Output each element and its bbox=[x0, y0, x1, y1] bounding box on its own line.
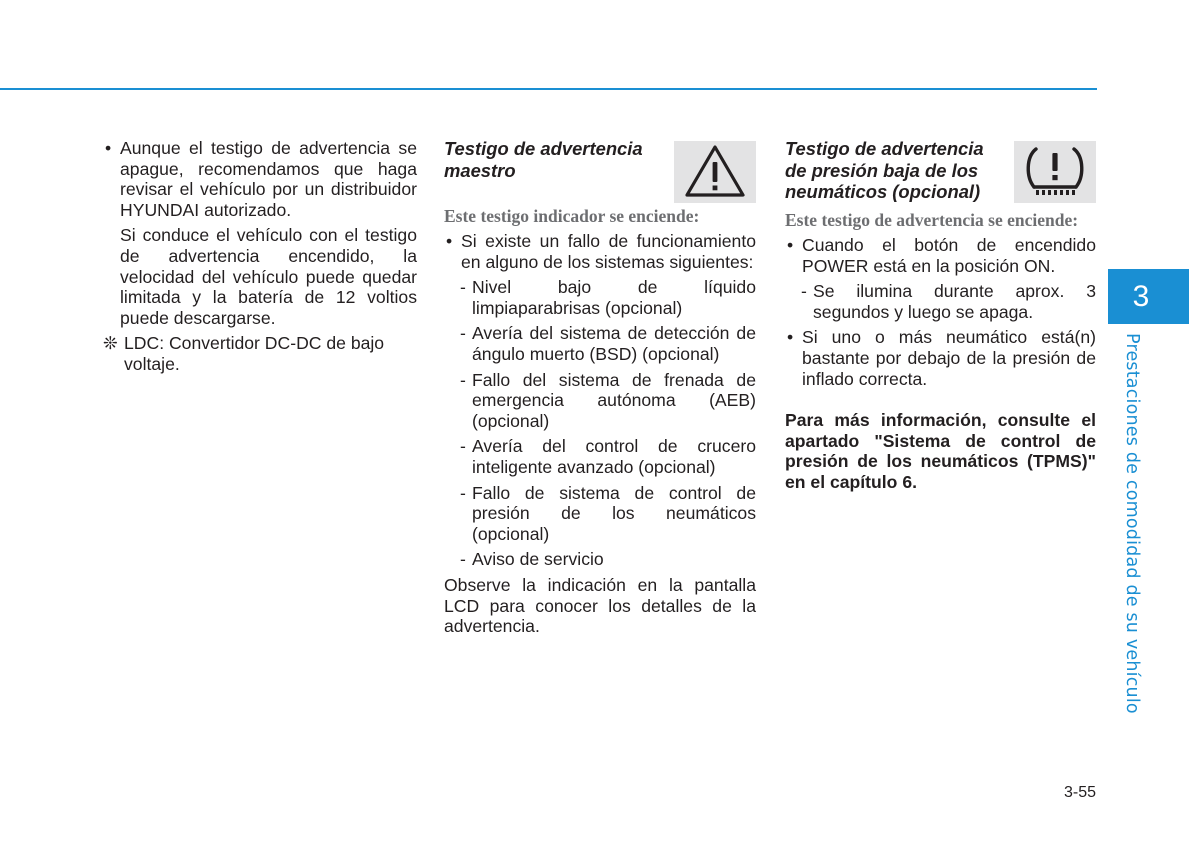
top-rule bbox=[0, 88, 1097, 90]
bullet-item: • Si existe un fallo de funcionamiento en alguno de los sistemas siguientes: bbox=[444, 231, 756, 272]
list-item: - Fallo de sistema de control de presión de los neumáticos (opcional) bbox=[444, 483, 756, 545]
info-paragraph: Para más información, consulte el apartado "Sistema de control de presión de los neumáticos (TPMS)" en el capítulo 6. bbox=[785, 410, 1096, 492]
list-item: - Fallo del sistema de frenada de emergencia autónoma (AEB) (opcional) bbox=[444, 370, 756, 432]
bullet-item: • Aunque el testigo de advertencia se apague, recomendamos que haga revisar el vehículo por un distribuidor HYUNDAI autorizado. bbox=[103, 138, 417, 220]
list-item: - Se ilumina durante aprox. 3 segundos y luego se apaga. bbox=[785, 281, 1096, 322]
chapter-title-container bbox=[1108, 333, 1156, 714]
section-header bbox=[444, 138, 756, 202]
paragraph: Si conduce el vehículo con el testigo de advertencia encendido, la velocidad del vehículo puede quedar limitada y la batería de 12 voltios puede descargarse. bbox=[120, 225, 417, 328]
section-header bbox=[785, 138, 1096, 204]
list-item: - Nivel bajo de líquido limpiaparabrisas (opcional) bbox=[444, 277, 756, 318]
footnote-text: LDC: Convertidor DC-DC de bajo voltaje. bbox=[124, 333, 385, 374]
bullet-item: • Si uno o más neumático está(n) bastante por debajo de la presión de inflado correcta. bbox=[785, 327, 1096, 389]
master-warning-triangle-icon bbox=[674, 141, 756, 203]
section-heading: Testigo de advertencia de presión baja de los neumáticos (opcional) bbox=[785, 138, 984, 202]
low-tire-pressure-icon bbox=[1014, 141, 1096, 203]
list-item: - Avería del sistema de detección de ángulo muerto (BSD) (opcional) bbox=[444, 323, 756, 364]
sub-heading: Este testigo indicador se enciende: bbox=[444, 206, 700, 226]
chapter-number: 3 bbox=[1132, 280, 1150, 313]
column-3 bbox=[785, 138, 1096, 493]
section-heading: Testigo de advertencia maestro bbox=[444, 138, 643, 181]
column-2 bbox=[444, 138, 756, 637]
list-item: - Aviso de servicio bbox=[444, 549, 756, 570]
chapter-tab bbox=[1108, 269, 1189, 324]
footnote bbox=[103, 333, 417, 374]
sub-heading: Este testigo de advertencia se enciende: bbox=[785, 210, 1079, 230]
bullet-item: • Cuando el botón de encendido POWER está en la posición ON. bbox=[785, 235, 1096, 276]
column-1 bbox=[103, 138, 417, 375]
page-number: 3-55 bbox=[1063, 784, 1096, 801]
paragraph: Observe la indicación en la pantalla LCD para conocer los detalles de la advertencia. bbox=[444, 574, 756, 637]
note-mark-icon: ❊ bbox=[103, 333, 118, 354]
list-item: - Avería del control de crucero inteligente avanzado (opcional) bbox=[444, 436, 756, 477]
chapter-title: Prestaciones de comodidad de su vehículo bbox=[1122, 333, 1142, 714]
